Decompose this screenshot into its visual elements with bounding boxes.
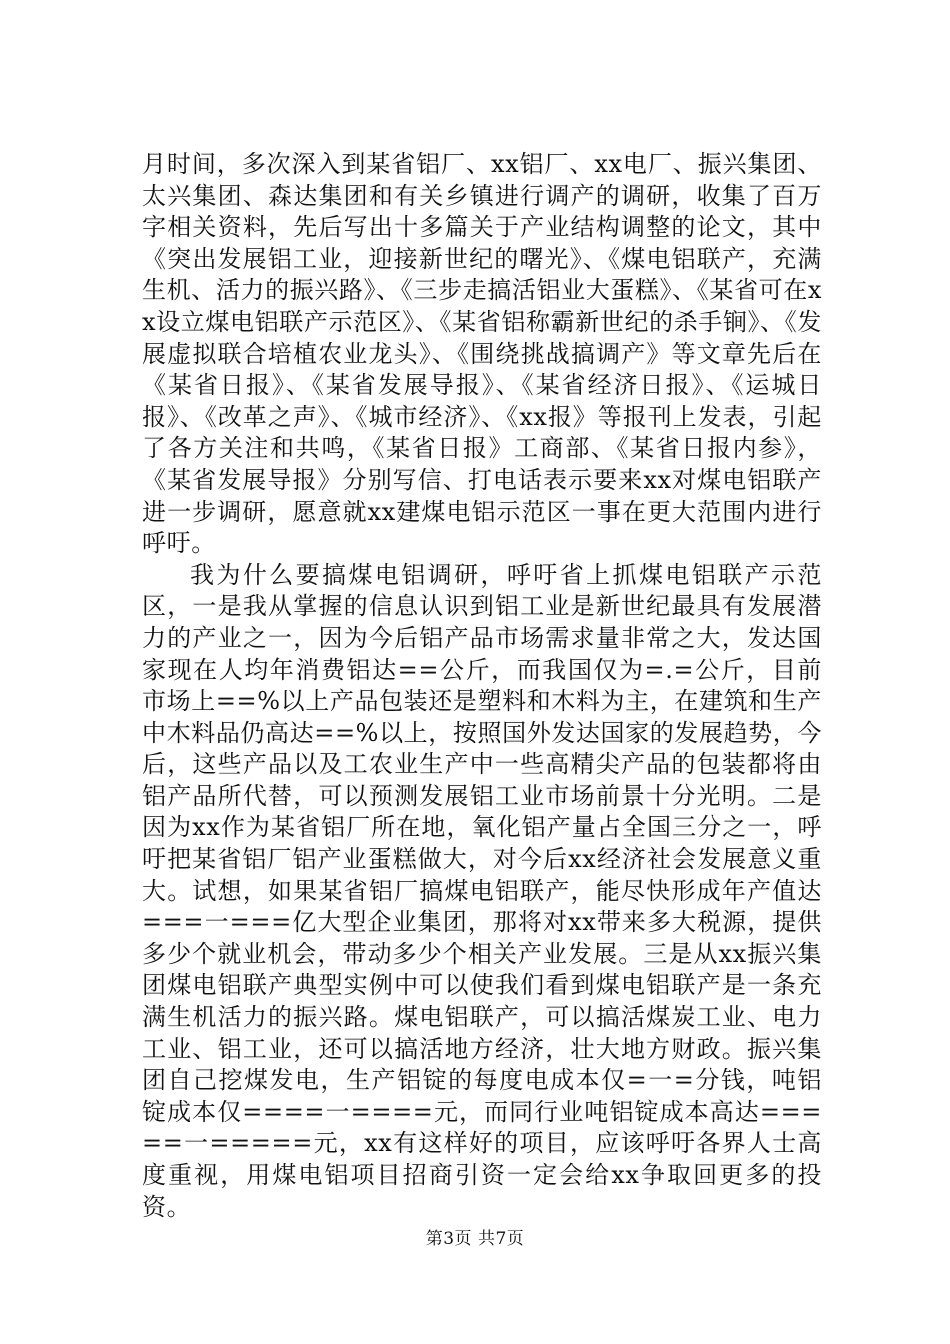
document-body	[142, 149, 822, 1223]
page-number: 第3页	[425, 1229, 473, 1249]
page-footer	[0, 1228, 950, 1250]
paragraph-2: 我为什么要搞煤电铝调研，呼吁省上抓煤电铝联产示范区，一是我从掌握的信息认识到铝工业是新世纪最具有发展潜力的产业之一，因为今后铝产品市场需求量非常之大，发达国家现在人均年消费铝达==公斤，而我国仅为=.=公斤，目前市场上==%以上产品包装还是塑料和木料为主，在建筑和生产中木料品仍高达==%以上，按照国外发达国家的发展趋势，今后，这些产品以及工农业生产中一些高精尖产品的包装都将由铝产品所代替，可以预测发展铝工业市场前景十分光明。二是因为xx作为某省铝厂所在地，氧化铝产量占全国三分之一，呼吁把某省铝厂铝产业蛋糕做大，对今后xx经济社会发展意义重大。试想，如果某省铝厂搞煤电铝联产，能尽快形成年产值达===一===亿大型企业集团，那将对xx带来多大税源，提供多少个就业机会，带动多少个相关产业发展。三是从xx振兴集团煤电铝联产典型实例中可以使我们看到煤电铝联产是一条充满生机活力的振兴路。煤电铝联产，可以搞活煤炭工业、电力工业、铝工业，还可以搞活地方经济，壮大地方财政。振兴集团自己挖煤发电，生产铝锭的每度电成本仅=一=分钱，吨铝锭成本仅====一====元，而同行业吨铝锭成本高达=====一=====元，xx有这样好的项目，应该呼吁各界人士高度重视，用煤电铝项目招商引资一定会给xx争取回更多的投资。	[142, 560, 822, 1221]
paragraph-1: 月时间，多次深入到某省铝厂、xx铝厂、xx电厂、振兴集团、太兴集团、森达集团和有关乡镇进行调产的调研，收集了百万字相关资料，先后写出十多篇关于产业结构调整的论文，其中《突出发展铝工业，迎接新世纪的曙光》、《煤电铝联产，充满生机、活力的振兴路》、《三步走搞活铝业大蛋糕》、《某省可在xx设立煤电铝联产示范区》、《某省铝称霸新世纪的杀手锏》、《发展虚拟联合培植农业龙头》、《围绕挑战搞调产》等文章先后在《某省日报》、《某省发展导报》、《某省经济日报》、《运城日报》、《改革之声》、《城市经济》、《xx报》等报刊上发表，引起了各方关注和共鸣，《某省日报》工商部、《某省日报内参》，《某省发展导报》分别写信、打电话表示要来xx对煤电铝联产进一步调研，愿意就xx建煤电铝示范区一事在更大范围内进行呼吁。	[142, 150, 822, 558]
page-total: 共7页	[477, 1229, 525, 1249]
